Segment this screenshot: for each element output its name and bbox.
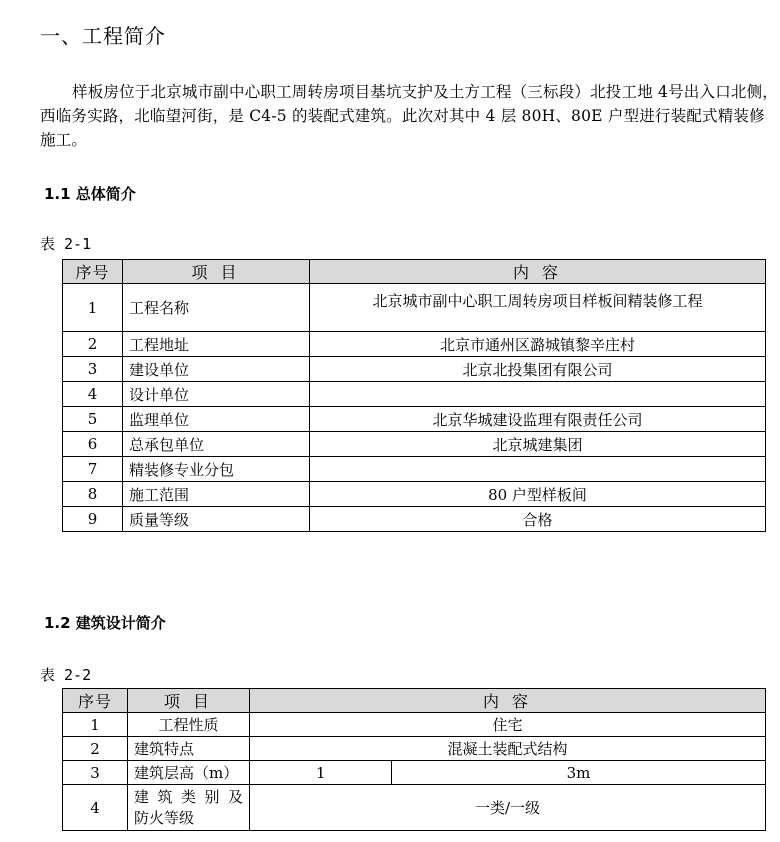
row-item: 设计单位 bbox=[123, 382, 310, 407]
row-no: 8 bbox=[63, 482, 123, 507]
row-no: 4 bbox=[63, 785, 128, 831]
header-item: 项 目 bbox=[123, 260, 310, 284]
row-item: 施工范围 bbox=[123, 482, 310, 507]
row-item: 监理单位 bbox=[123, 407, 310, 432]
row-content: 北京北投集团有限公司 bbox=[310, 357, 766, 382]
row-no: 1 bbox=[63, 713, 128, 737]
row-content: 北京市通州区潞城镇黎辛庄村 bbox=[310, 332, 766, 357]
row-item: 工程性质 bbox=[128, 713, 250, 737]
table-row bbox=[63, 357, 766, 382]
row-no: 4 bbox=[63, 382, 123, 407]
table-row bbox=[63, 407, 766, 432]
table-row bbox=[63, 713, 766, 737]
subsection-title-architecture: 1.2 建筑设计简介 bbox=[44, 614, 166, 632]
table-row bbox=[63, 382, 766, 407]
overview-table bbox=[62, 259, 766, 532]
row-content: 80 户型样板间 bbox=[310, 482, 766, 507]
intro-paragraph: 样板房位于北京城市副中心职工周转房项目基坑支护及土方工程（三标段）北投工地 4号出入口北侧，西临务实路，北临望河街，是 C4-5 的装配式建筑。此次对其中 4 层 80H、80E 户型进行装配式精装修施工。 bbox=[40, 83, 778, 149]
row-item: 建筑特点 bbox=[128, 737, 250, 761]
table-row bbox=[63, 761, 766, 785]
row-content: 混凝土装配式结构 bbox=[250, 737, 766, 761]
row-no: 1 bbox=[63, 284, 123, 332]
row-item bbox=[128, 785, 250, 831]
table-label-2-2: 表 2-2 bbox=[40, 666, 92, 684]
table-row bbox=[63, 432, 766, 457]
row-no: 3 bbox=[63, 761, 128, 785]
table-row bbox=[63, 284, 766, 332]
row-no: 2 bbox=[63, 332, 123, 357]
table-label-2-1: 表 2-1 bbox=[40, 235, 92, 253]
subsection-title-overview: 1.1 总体简介 bbox=[44, 185, 136, 203]
row-no: 6 bbox=[63, 432, 123, 457]
row-content: 北京华城建设监理有限责任公司 bbox=[310, 407, 766, 432]
table-row bbox=[63, 457, 766, 482]
row-item: 工程名称 bbox=[123, 284, 310, 332]
row-item: 工程地址 bbox=[123, 332, 310, 357]
table-header-row bbox=[63, 260, 766, 284]
table-row bbox=[63, 482, 766, 507]
row-item-line1: 建筑类别及 bbox=[134, 787, 243, 806]
header-content: 内 容 bbox=[250, 689, 766, 713]
row-content: 一类/一级 bbox=[250, 785, 766, 831]
header-item: 项 目 bbox=[128, 689, 250, 713]
table-row bbox=[63, 737, 766, 761]
section-title: 一、工程简介 bbox=[40, 24, 166, 48]
header-content: 内 容 bbox=[310, 260, 766, 284]
row-no: 2 bbox=[63, 737, 128, 761]
row-item: 建设单位 bbox=[123, 357, 310, 382]
row-content bbox=[310, 382, 766, 407]
row-content: 北京城市副中心职工周转房项目样板间精装修工程 bbox=[310, 284, 766, 332]
header-no: 序号 bbox=[63, 689, 128, 713]
row-content: 北京城建集团 bbox=[310, 432, 766, 457]
row-item: 总承包单位 bbox=[123, 432, 310, 457]
row-content-b: 3m bbox=[392, 761, 766, 785]
table-row bbox=[63, 785, 766, 831]
row-no: 5 bbox=[63, 407, 123, 432]
row-no: 7 bbox=[63, 457, 123, 482]
row-item-line2: 防火等级 bbox=[134, 808, 195, 827]
header-no: 序号 bbox=[63, 260, 123, 284]
table-row bbox=[63, 507, 766, 532]
row-no: 3 bbox=[63, 357, 123, 382]
row-content-a: 1 bbox=[250, 761, 392, 785]
row-content bbox=[310, 457, 766, 482]
row-item: 建筑层高（m） bbox=[128, 761, 250, 785]
row-content: 合格 bbox=[310, 507, 766, 532]
row-content: 住宅 bbox=[250, 713, 766, 737]
table-header-row bbox=[63, 689, 766, 713]
row-item: 质量等级 bbox=[123, 507, 310, 532]
row-item: 精装修专业分包 bbox=[123, 457, 310, 482]
table-row bbox=[63, 332, 766, 357]
architecture-table bbox=[62, 688, 766, 831]
row-no: 9 bbox=[63, 507, 123, 532]
